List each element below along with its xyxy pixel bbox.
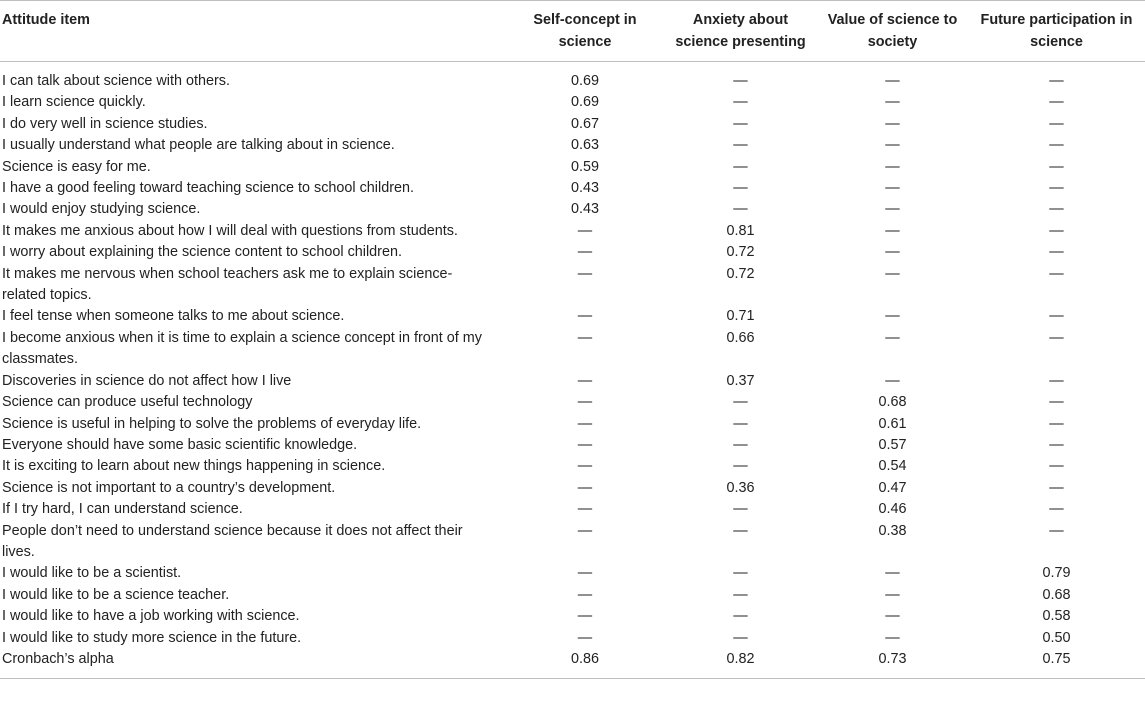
self-concept-value: — bbox=[577, 329, 593, 346]
self-concept-value: — bbox=[577, 565, 593, 582]
self-concept-value: — bbox=[577, 222, 593, 239]
table-row bbox=[0, 563, 1145, 584]
value-of-science-value: — bbox=[885, 158, 900, 175]
value-of-science-value: — bbox=[885, 180, 900, 197]
anxiety-value: — bbox=[733, 501, 748, 518]
anxiety-value: — bbox=[733, 73, 748, 89]
value-of-science-value: — bbox=[885, 201, 900, 218]
future-participation-value: — bbox=[1049, 436, 1064, 453]
attitude-item-cell: Everyone should have some basic scientific knowledge. bbox=[2, 436, 358, 453]
table-row bbox=[0, 135, 1145, 156]
value-of-science-value: 0.73 bbox=[878, 650, 907, 667]
attitude-item-cell: Science can produce useful technology bbox=[2, 394, 253, 411]
table-row bbox=[0, 435, 1145, 456]
anxiety-value: — bbox=[733, 436, 748, 453]
anxiety-value: — bbox=[733, 629, 748, 646]
header-attitude-item: Attitude item bbox=[2, 12, 90, 28]
anxiety-value: — bbox=[733, 394, 748, 411]
future-participation-value: 0.58 bbox=[1042, 608, 1071, 625]
future-participation-value: — bbox=[1049, 265, 1064, 282]
anxiety-value: — bbox=[733, 522, 748, 539]
attitude-item-cell: I worry about explaining the science content to school children. bbox=[2, 244, 402, 261]
table-row bbox=[0, 392, 1145, 413]
header-anxiety: Anxiety about science presenting bbox=[675, 12, 806, 50]
anxiety-value: — bbox=[733, 608, 748, 625]
anxiety-value: — bbox=[733, 415, 748, 432]
future-participation-value: — bbox=[1049, 244, 1064, 261]
self-concept-value: 0.43 bbox=[570, 180, 599, 197]
attitude-item-cell: It makes me anxious about how I will deal with questions from students. bbox=[2, 222, 458, 239]
header-self-concept: Self-concept in science bbox=[533, 12, 637, 50]
attitude-item-cell: It is exciting to learn about new things happening in science. bbox=[2, 458, 386, 475]
value-of-science-value: — bbox=[885, 222, 900, 239]
self-concept-value: — bbox=[577, 436, 593, 453]
self-concept-value: — bbox=[577, 244, 593, 261]
self-concept-value: — bbox=[577, 629, 593, 646]
value-of-science-value: — bbox=[885, 329, 900, 346]
attitude-item-cell: I can talk about science with others. bbox=[2, 73, 230, 89]
future-participation-value: — bbox=[1049, 308, 1064, 325]
attitude-item-cell: I have a good feeling toward teaching science to school children. bbox=[2, 180, 414, 197]
future-participation-value: — bbox=[1049, 180, 1064, 197]
future-participation-value: — bbox=[1049, 137, 1064, 154]
future-participation-value: — bbox=[1049, 73, 1064, 89]
table-row bbox=[0, 456, 1145, 477]
future-participation-value: — bbox=[1049, 522, 1064, 539]
self-concept-value: — bbox=[577, 608, 593, 625]
future-participation-value: 0.75 bbox=[1042, 650, 1071, 667]
table-row bbox=[0, 649, 1145, 679]
value-of-science-value: — bbox=[885, 629, 900, 646]
value-of-science-value: — bbox=[885, 565, 900, 582]
attitude-item-cell: It makes me nervous when school teachers ask me to explain science-related topics. bbox=[2, 265, 453, 304]
self-concept-value: — bbox=[577, 265, 593, 282]
self-concept-value: 0.67 bbox=[570, 115, 599, 132]
self-concept-value: 0.63 bbox=[570, 137, 599, 154]
attitude-item-cell: Discoveries in science do not affect how I live bbox=[2, 372, 292, 389]
future-participation-value: — bbox=[1049, 394, 1064, 411]
attitude-item-cell: If I try hard, I can understand science. bbox=[2, 501, 243, 518]
anxiety-value: — bbox=[733, 94, 748, 111]
attitude-item-cell: I usually understand what people are talking about in science. bbox=[2, 137, 395, 154]
header-value-of-science: Value of science to society bbox=[827, 12, 958, 50]
table-row bbox=[0, 221, 1145, 242]
self-concept-value: — bbox=[577, 586, 593, 603]
future-participation-value: — bbox=[1049, 222, 1064, 239]
table-row bbox=[0, 521, 1145, 564]
anxiety-value: — bbox=[733, 201, 748, 218]
anxiety-value: 0.66 bbox=[726, 329, 755, 346]
value-of-science-value: 0.47 bbox=[878, 479, 907, 496]
future-participation-value: — bbox=[1049, 372, 1064, 389]
self-concept-value: — bbox=[577, 501, 593, 518]
attitude-item-cell: I would enjoy studying science. bbox=[2, 201, 201, 218]
anxiety-value: 0.81 bbox=[726, 222, 755, 239]
self-concept-value: — bbox=[577, 458, 593, 475]
self-concept-value: 0.69 bbox=[570, 73, 599, 89]
attitude-item-cell: I would like to be a scientist. bbox=[2, 565, 182, 582]
self-concept-value: 0.43 bbox=[570, 201, 599, 218]
anxiety-value: 0.36 bbox=[726, 479, 755, 496]
future-participation-value: — bbox=[1049, 201, 1064, 218]
value-of-science-value: — bbox=[885, 265, 900, 282]
future-participation-value: — bbox=[1049, 479, 1064, 496]
value-of-science-value: 0.61 bbox=[878, 415, 907, 432]
anxiety-value: — bbox=[733, 565, 748, 582]
anxiety-value: — bbox=[733, 180, 748, 197]
attitude-item-cell: People don’t need to understand science because it does not affect their lives. bbox=[2, 522, 463, 560]
table-row bbox=[0, 199, 1145, 220]
table-row bbox=[0, 178, 1145, 199]
future-participation-value: 0.68 bbox=[1042, 586, 1071, 603]
table-row bbox=[0, 371, 1145, 392]
table-row bbox=[0, 606, 1145, 627]
future-participation-value: 0.50 bbox=[1042, 629, 1071, 646]
table-row bbox=[0, 585, 1145, 606]
self-concept-value: — bbox=[577, 308, 593, 325]
value-of-science-value: 0.46 bbox=[878, 501, 907, 518]
attitude-item-cell: Science is useful in helping to solve the problems of everyday life. bbox=[2, 415, 422, 432]
self-concept-value: — bbox=[577, 479, 593, 496]
anxiety-value: — bbox=[733, 137, 748, 154]
attitude-item-cell: I become anxious when it is time to explain a science concept in front of my classmates. bbox=[2, 329, 482, 368]
anxiety-value: 0.72 bbox=[726, 244, 755, 261]
self-concept-value: 0.69 bbox=[570, 94, 599, 111]
attitude-item-cell: Science is not important to a country’s development. bbox=[2, 479, 336, 496]
future-participation-value: — bbox=[1049, 158, 1064, 175]
header-future-participation: Future participation in science bbox=[980, 12, 1133, 50]
future-participation-value: — bbox=[1049, 94, 1064, 111]
value-of-science-value: — bbox=[885, 137, 900, 154]
table-row bbox=[0, 264, 1145, 307]
attitude-item-cell: I would like to be a science teacher. bbox=[2, 586, 230, 603]
anxiety-value: 0.82 bbox=[726, 650, 755, 667]
anxiety-value: — bbox=[733, 115, 748, 132]
value-of-science-value: — bbox=[885, 244, 900, 261]
attitude-item-cell: Cronbach’s alpha bbox=[2, 650, 114, 667]
table-row bbox=[0, 242, 1145, 263]
table-row bbox=[0, 414, 1145, 435]
future-participation-value: — bbox=[1049, 458, 1064, 475]
table-row bbox=[0, 157, 1145, 178]
self-concept-value: — bbox=[577, 522, 593, 539]
future-participation-value: 0.79 bbox=[1042, 565, 1071, 582]
anxiety-value: — bbox=[733, 158, 748, 175]
future-participation-value: — bbox=[1049, 329, 1064, 346]
self-concept-value: — bbox=[577, 372, 593, 389]
value-of-science-value: — bbox=[885, 94, 900, 111]
future-participation-value: — bbox=[1049, 415, 1064, 432]
anxiety-value: 0.72 bbox=[726, 265, 755, 282]
value-of-science-value: — bbox=[885, 586, 900, 603]
table-row bbox=[0, 62, 1145, 93]
value-of-science-value: 0.57 bbox=[878, 436, 907, 453]
value-of-science-value: 0.38 bbox=[878, 522, 907, 539]
table-row bbox=[0, 499, 1145, 520]
future-participation-value: — bbox=[1049, 115, 1064, 132]
value-of-science-value: 0.68 bbox=[878, 394, 907, 411]
attitude-item-cell: I would like to have a job working with science. bbox=[2, 608, 300, 625]
table-row bbox=[0, 114, 1145, 135]
table-row bbox=[0, 478, 1145, 499]
table-row bbox=[0, 92, 1145, 113]
table-row bbox=[0, 628, 1145, 649]
anxiety-value: — bbox=[733, 586, 748, 603]
anxiety-value: — bbox=[733, 458, 748, 475]
self-concept-value: — bbox=[577, 415, 593, 432]
attitude-item-cell: I feel tense when someone talks to me about science. bbox=[2, 308, 345, 325]
attitude-item-cell: I would like to study more science in the future. bbox=[2, 629, 302, 646]
attitude-item-cell: I learn science quickly. bbox=[2, 94, 146, 111]
value-of-science-value: — bbox=[885, 115, 900, 132]
value-of-science-value: — bbox=[885, 308, 900, 325]
value-of-science-value: — bbox=[885, 372, 900, 389]
table-row bbox=[0, 306, 1145, 327]
attitude-item-cell: Science is easy for me. bbox=[2, 158, 151, 175]
anxiety-value: 0.71 bbox=[726, 308, 755, 325]
table-row bbox=[0, 328, 1145, 371]
future-participation-value: — bbox=[1049, 501, 1064, 518]
table-header-row bbox=[0, 1, 1145, 62]
self-concept-value: 0.86 bbox=[570, 650, 599, 667]
value-of-science-value: — bbox=[885, 73, 900, 89]
attitude-item-cell: I do very well in science studies. bbox=[2, 115, 208, 132]
self-concept-value: — bbox=[577, 394, 593, 411]
value-of-science-value: 0.54 bbox=[878, 458, 907, 475]
value-of-science-value: — bbox=[885, 608, 900, 625]
self-concept-value: 0.59 bbox=[570, 158, 599, 175]
anxiety-value: 0.37 bbox=[726, 372, 755, 389]
